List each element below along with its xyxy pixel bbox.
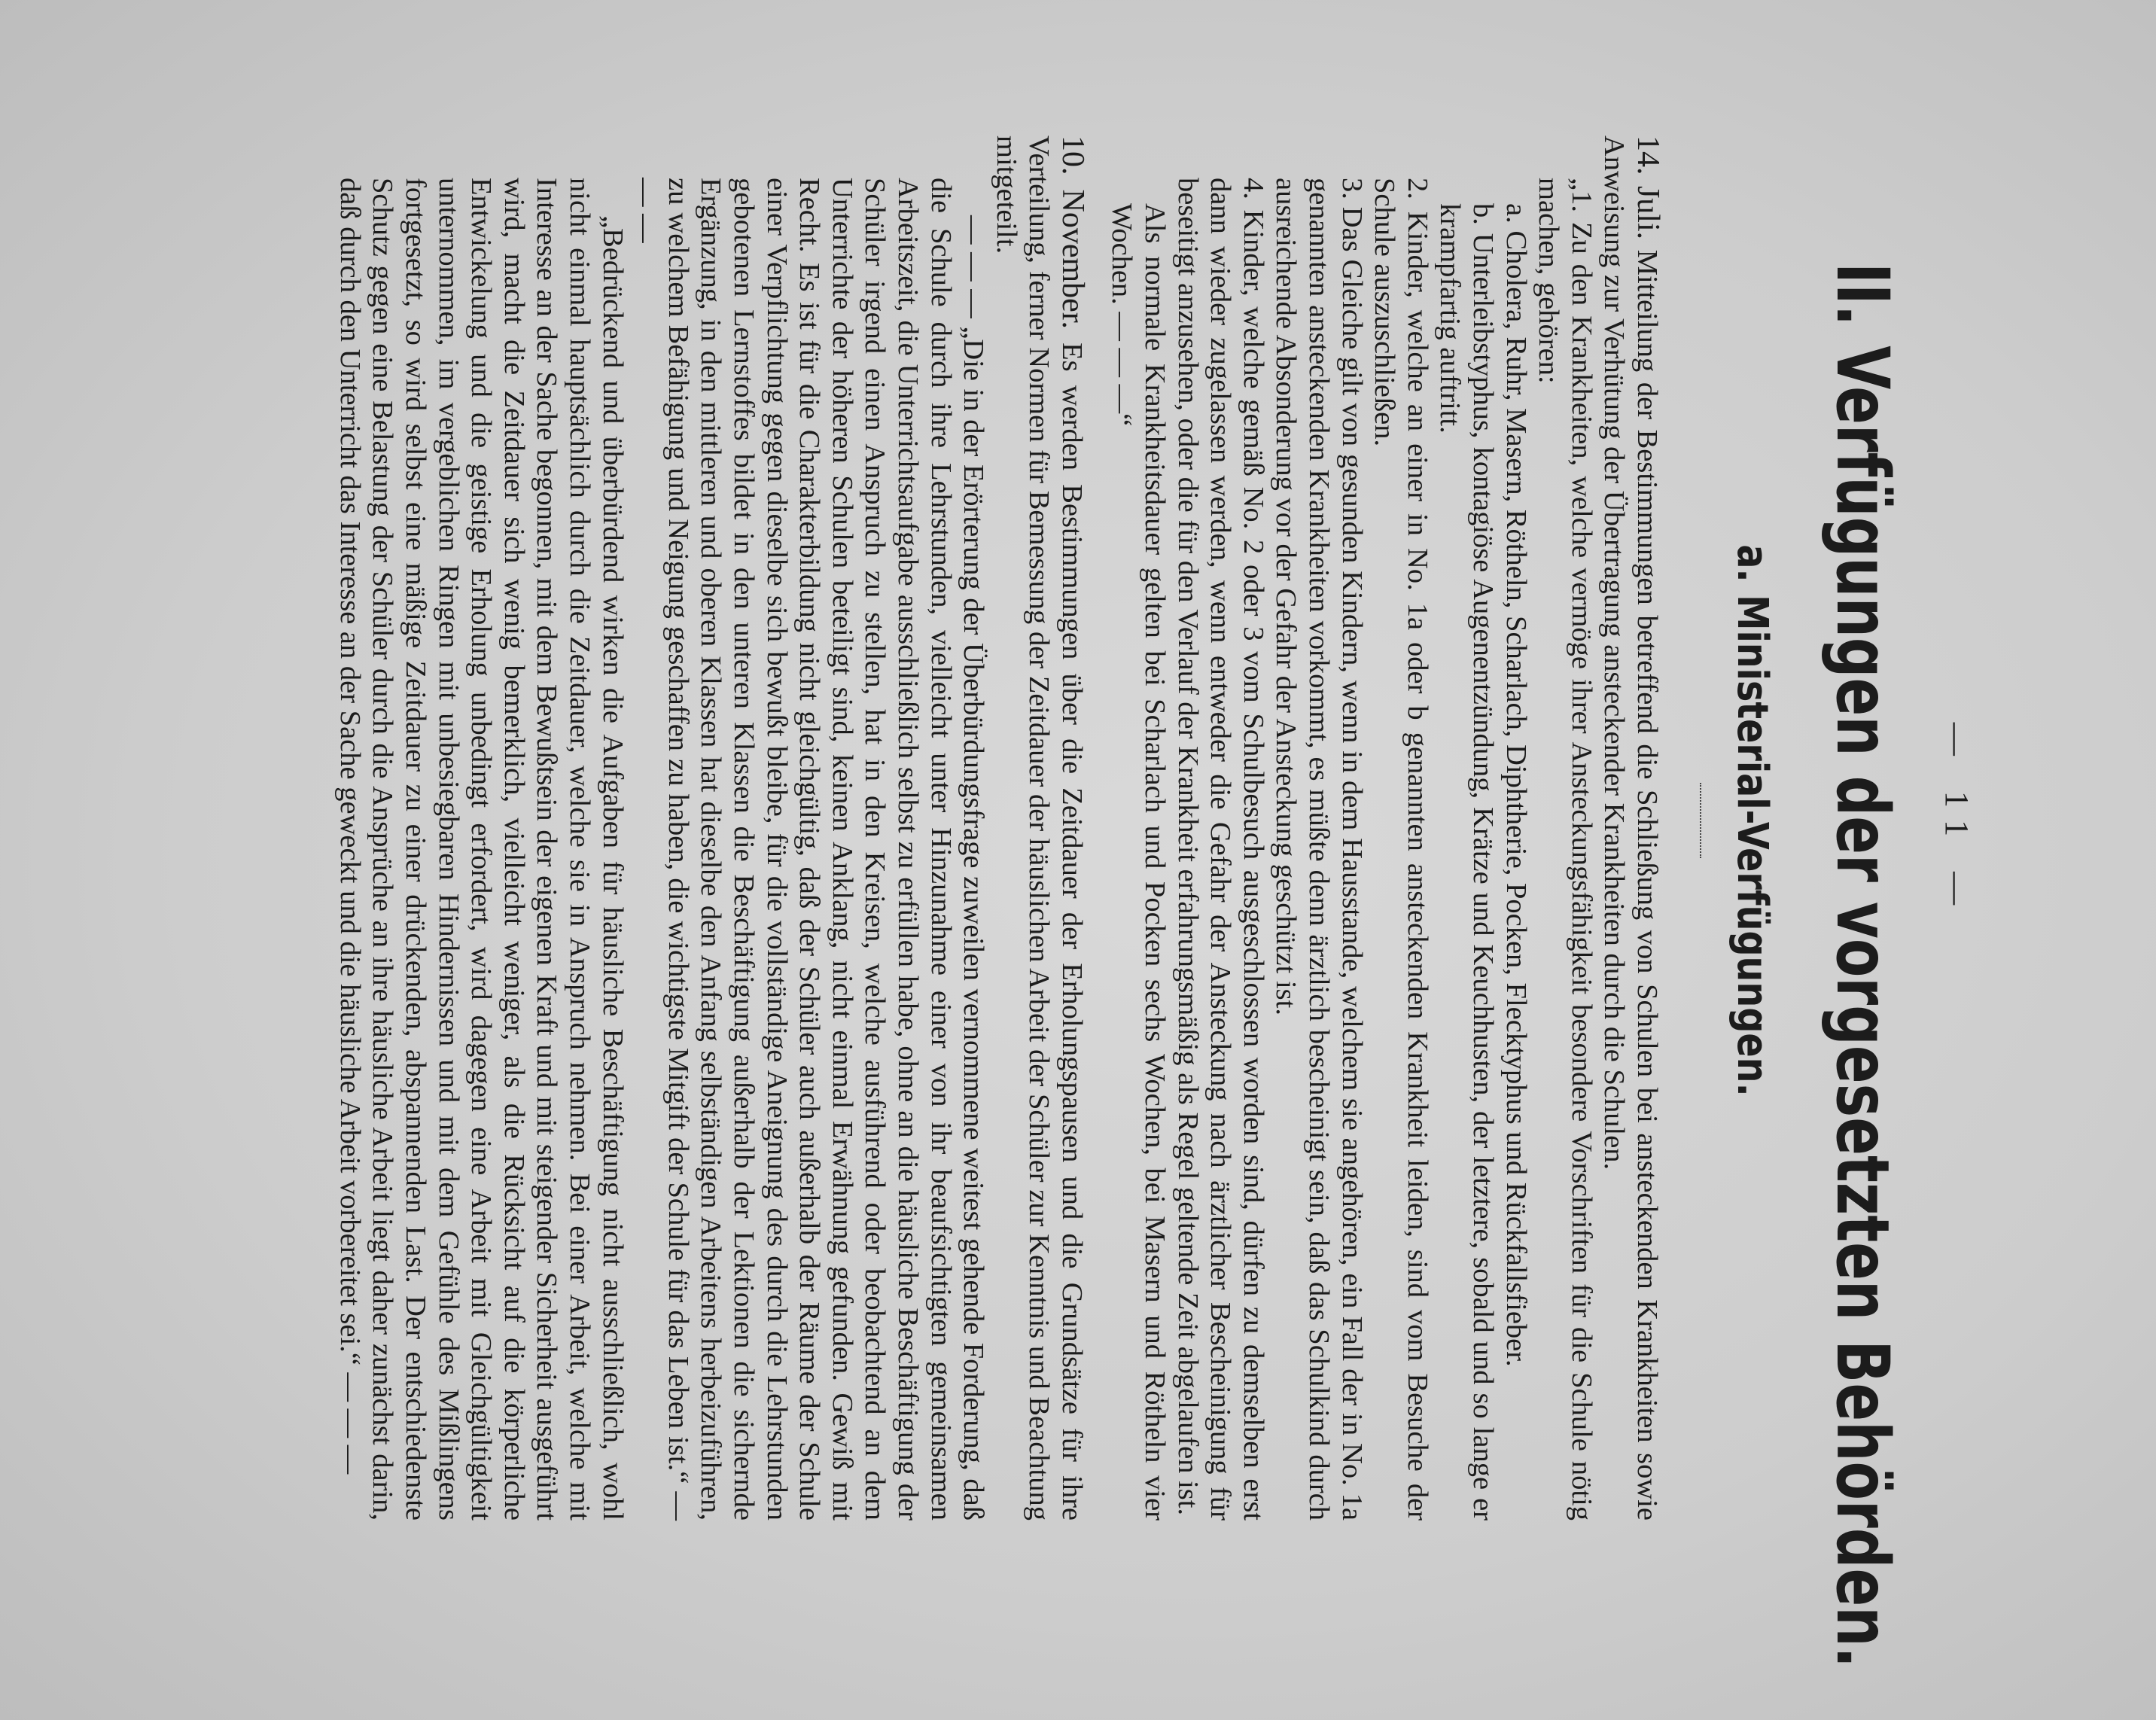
entry-1-item-3: 3. Das Gleiche gilt von gesunden Kindern, wenn in dem Hausstande, welchem sie angehören, ein Fall der in No. 1a genannten ansteckenden Krankheiten vorkommt, es müßte denn ärztlich bescheinigt sein, daß das Schulkind durch ausreichende Absonderung vor der Gefahr der Ansteckung geschützt ist. xyxy=(1270,178,1368,1521)
section-heading: II. Verfügungen der vorgesetzten Behörden. xyxy=(1820,263,1905,1668)
subsection-heading: a. Ministerial-Verfügungen. xyxy=(1728,544,1777,1097)
rotated-document-page xyxy=(173,105,1995,1668)
entry-1-date: 14. Juli. xyxy=(1631,135,1665,240)
entry-1-item-5: Als normale Krankheitsdauer gelten bei Scharlach und Pocken sechs Wochen, bei Masern und Rötheln vier Wochen. — — —“ xyxy=(1106,203,1171,1521)
entry-1-item-1a: a. Cholera, Ruhr, Masern, Rötheln, Scharlach, Diphtherie, Pocken, Flecktyphus und Rückfallsfieber. xyxy=(1500,203,1532,1367)
entry-1-item-1: „1. Zu den Krankheiten, welche vermöge ihrer Ansteckungsfähigkeit besondere Vorschriften für die Schule nötig machen, gehören: xyxy=(1533,178,1597,1521)
entry-gap xyxy=(1089,135,1105,1521)
entry-2-intro xyxy=(989,135,1089,1521)
entry-1-item-1b: b. Unterleibstyphus, kontagiöse Augenentzündung, Krätze und Keuchhusten, der letztere, sobald und so lange er krampfartig auftritt. xyxy=(1434,203,1500,1521)
entry-2-intro-text: Es werden Bestimmungen über die Zeitdauer der Erholungspausen und die Grundsätze für ihre Verteilung, ferner Normen für Bemessung der Zeitdauer der häuslichen Arbeit der Schüler zur Kenntnis und Beachtung mitgeteilt. xyxy=(990,135,1088,1521)
entry-2-date: 10. November. xyxy=(1055,135,1090,329)
document-body xyxy=(333,135,1664,1521)
entry-2-quote-1: — — — „Die in der Erörterung der Überbürdungsfrage zuweilen vernommene weitest gehende Forderung, daß die Schule durch ihre Lehrstunden, vielleicht unter Hinzunahme einer von ihr beaufsichtigten gemeinsamen Arbeitszeit, die Unterrichtsaufgabe ausschließlich selbst zu erfüllen habe, ohne an die häusliche Beschäftigung der Schüler irgend einen Anspruch zu stellen, hat in den Kreisen, welche ausführend oder beobachtend an dem Unterrichte der höheren Schulen beteiligt sind, keinen Anklang, nicht einmal Erwähnung gefunden. Gewiß mit Recht. Es ist für die Charakterbildung nicht gleichgültig, daß der Schüler auch außerhalb der Räume der Schule einer Verpflichtung gegen dieselbe sich bewußt bleibe, für die vollständige Aneignung des durch die Lehrstunden gebotenen Lernstoffes bildet in den unteren Klassen die Beschäftigung außerhalb der Lektionen die sichernde Ergänzung, in den mittleren und oberen Klassen hat dieselbe den Anfang selbständigen Arbeitens herbeizuführen, zu welchem Befähigung und Neigung geschaffen zu haben, die wichtigste Mitgift der Schule für das Leben ist.“ — — — xyxy=(629,178,990,1521)
entry-1-intro xyxy=(1597,135,1664,1521)
entry-1-intro-text: Mitteilung der Bestimmungen betreffend die Schließung von Schulen bei ansteckenden Krankheiten sowie Anweisung zur Verhütung der Übertragung ansteckender Krankheiten durch die Schulen. xyxy=(1598,135,1663,1521)
ornamental-rule xyxy=(1700,783,1701,858)
entry-1-item-2: 2. Kinder, welche an einer in No. 1a oder b genannten ansteckenden Krankheit leiden, sind vom Besuche der Schule auszuschließen. xyxy=(1369,178,1433,1521)
entry-2-quote-2: „Bedrückend und überbürdend wirken die Aufgaben für häusliche Beschäftigung nicht ausschließlich, wohl nicht einmal hauptsächlich durch die Zeitdauer, welche sie in Anspruch nehmen. Bei einer Arbeit, welche mit Interesse an der Sache begonnen, mit dem Bewußtsein der eigenen Kraft und mit steigender Sicherheit ausgeführt wird, macht die Zeitdauer sich wenig bemerklich, vielleicht weniger, als die Rücksicht auf die körperliche Entwickelung und die geistige Erholung unbedingt erfordert, wird dagegen eine Arbeit mit Gleichgültigkeit unternommen, im vergeblichen Ringen mit unbesiegbaren Hindernissen und mit dem Gefühle des Mißlingens fortgesetzt, so wird selbst eine mäßige Zeitdauer zu einer drückenden, abspannenden Last. Der entschiedenste Schutz gegen eine Belastung der Schüler durch die Ansprüche an ihre häusliche Arbeit liegt daher zunächst darin, daß durch den Unterricht das Interesse an der Sache geweckt und die häusliche Arbeit vorbereitet sei.“ — — — xyxy=(333,178,629,1521)
entry-1-item-4: 4. Kinder, welche gemäß No. 2 oder 3 vom Schulbesuch ausgeschlossen worden sind, dürfen zu demselben erst dann wieder zugelassen werden, wenn entweder die Gefahr der Ansteckung nach ärztlicher Bescheinigung für beseitigt anzusehen, oder die für den Verlauf der Krankheit erfahrungsmäßig als Regel geltende Zeit abgelaufen ist. xyxy=(1171,178,1269,1521)
page-number: — 11 — xyxy=(1938,722,1975,919)
